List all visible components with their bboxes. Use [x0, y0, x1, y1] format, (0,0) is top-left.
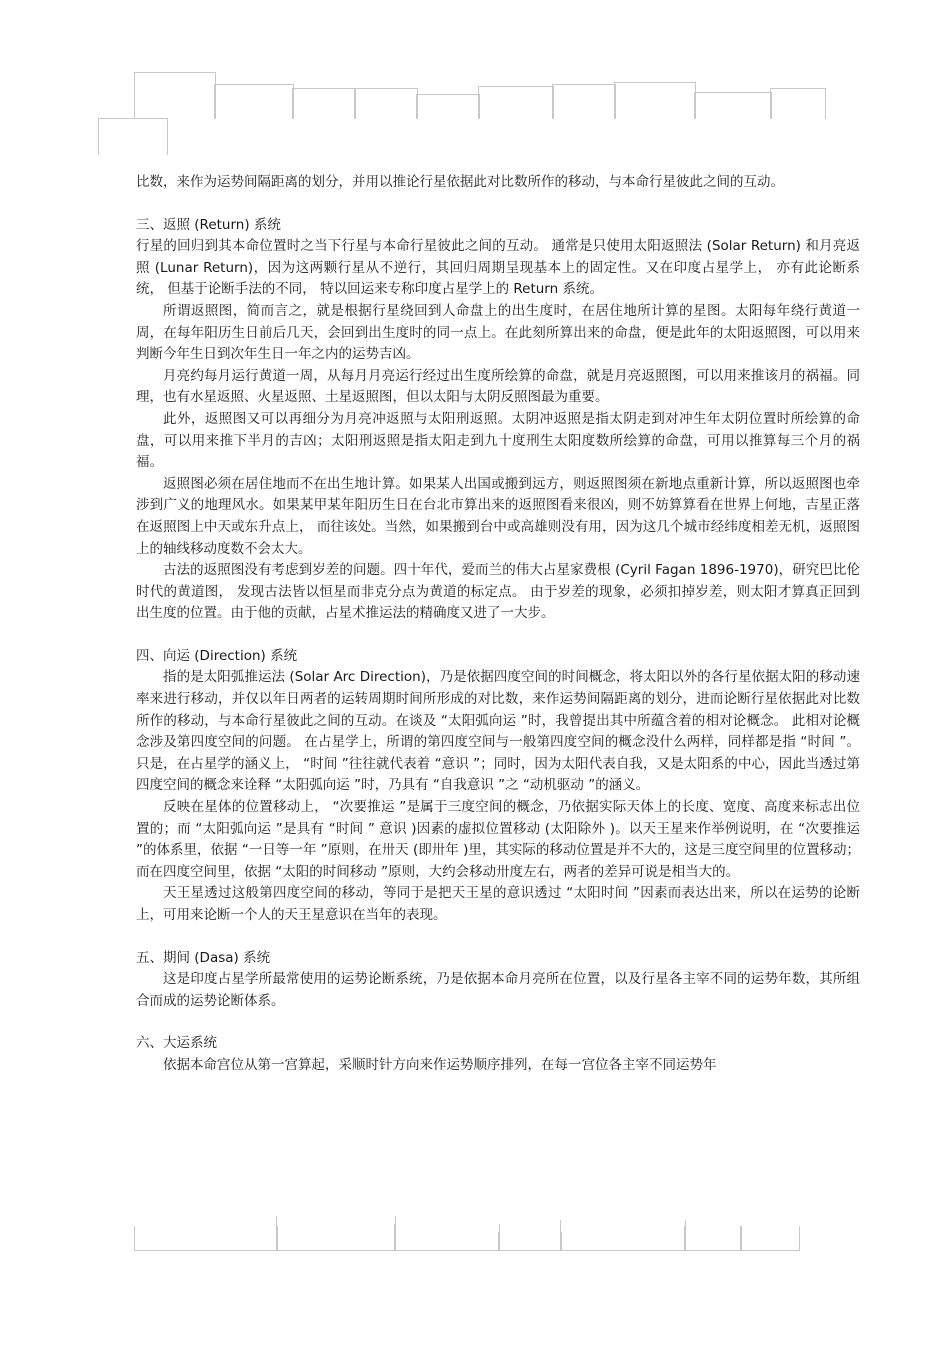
footer-decoration [134, 1226, 278, 1251]
paragraph: 天王星透过这般第四度空间的移动，等同于是把天王星的意识透过 “太阳时间 ”因素而表达出来，所以在运势的论断上，可用来论断一个人的天王星意识在当年的表现。 [136, 885, 860, 923]
header-decoration [214, 84, 294, 119]
header-decoration [134, 72, 216, 119]
paragraph: 行星的回归到其本命位置时之当下行星与本命行星彼此之间的互动。 通常是只使用太阳返照法 (Solar Return) 和月亮返照 (Lunar Return)，因为这两颗行星从不逆行，其回归周期呈现基本上的固定性。又在印度占星学上， 亦有此论断系统， 但基于论断手法的不同， 特以回运来专称印度占星学上的 Return 系统。 [136, 238, 860, 298]
footer-decoration [740, 1226, 800, 1251]
paragraph: 月亮约每月运行黄道一周，从每月月亮运行经过出生度所绘算的命盘，就是月亮返照图，可以用来推该月的祸福。同理，也有水星返照、火星返照、土星返照图，但以太阳与太阴反照图最为重要。 [136, 367, 860, 406]
paragraph: 这是印度占星学所最常使用的运势论断系统，乃是依据本命月亮所在位置，以及行星各主宰不同的运势年数，其所组合而成的运势论断体系。 [136, 971, 860, 1009]
paragraph: 返照图必须在居住地而不在出生地计算。如果某人出国或搬到远方，则返照图须在新地点重新计算，所以返照图也牵涉到广义的地理风水。如果某甲某年阳历生日在台北市算出来的返照图看来很凶，则不妨算算看在世界上何地，吉星正落在返照图上中天或东升点上， 而往该处。当然，如果搬到台中或高雄则没有用，因为这几个城市经纬度相差无机，返照图上的轴线移动度数不会太大。 [136, 475, 860, 557]
header-decoration [770, 88, 826, 119]
header-decoration [694, 92, 772, 119]
paragraph: 所谓返照图，简而言之，就是根据行星绕回到人命盘上的出生度时，在居住地所计算的星图。太阳每年绕行黄道一周，在每年阳历生日前后几天，会回到出生度时的同一点上。在此刻所算出来的命盘，便是此年的太阳返照图，可以用来判断今年生日到次年生日一年之内的运势吉凶。 [136, 302, 860, 363]
header-decoration [416, 94, 480, 119]
footer-decoration [684, 1226, 742, 1251]
paragraph: 依据本命宫位从第一宫算起，采顺时针方向来作运势顺序排列，在每一宫位各主宰不同运势年 [163, 1056, 717, 1073]
section-heading-return: 三、返照 (Return) 系统 [136, 216, 281, 233]
document-body [136, 172, 860, 1077]
section-heading-direction: 四、向运 (Direction) 系统 [136, 647, 298, 664]
header-decoration [354, 88, 418, 119]
header-decoration [478, 86, 554, 119]
header-decoration [614, 82, 696, 119]
paragraph: 古法的返照图没有考虑到岁差的问题。四十年代，爱而兰的伟大占星家费根 (Cyril Fagan 1896-1970)，研究巴比伦时代的黄道图， 发现古法皆以恒星而非克分点为黄道的标定点。 由于岁差的现象，必须扣掉岁差，则太阳才算真正回到出生度的位置。由于他的贡献，占星术推运法的精确度又进了一大步。 [136, 562, 860, 622]
continuation-paragraph: 比数，来作为运势间隔距离的划分，并用以推论行星依据此对比数所作的移动，与本命行星彼此之间的互动。 [136, 174, 784, 190]
footer-decoration [560, 1220, 686, 1251]
paragraph: 此外，返照图又可以再细分为月亮冲返照与太阳刑返照。太阴冲返照是指太阴走到对冲生年太阴位置时所绘算的命盘，可以用来推下半月的吉凶；太阳刑返照是指太阳走到九十度刑生太阳度数所绘算的命盘，可用以推算每三个月的祸福。 [136, 410, 860, 471]
footer-decoration [276, 1216, 396, 1251]
footer-decoration [498, 1232, 562, 1251]
section-heading-major-cycle: 六、大运系统 [136, 1035, 217, 1052]
header-decoration [552, 84, 616, 119]
header-decoration [292, 88, 356, 119]
paragraph: 指的是太阳弧推运法 (Solar Arc Direction)，乃是依据四度空间的时间概念，将太阳以外的各行星依据太阳的移动速率来进行移动，并仅以年日两者的运转周期时间所形成的对比数，来作运势间隔距离的划分，进而论断行星依据此对比数所作的移动，与本命行星彼此之间的互动。在谈及 “太阳弧向运 ”时，我曾提出其中所蕴含着的相对论概念。 此相对论概念涉及第四度空间的问题。 在占星学上，所谓的第四度空间与一般第四度空间的概念没什么两样，同样都是指 “时间 ”。只是，在占星学的涵义上， “时间 ”往往就代表着 “意识 ”；同时，因为太阳代表自我，又是太阳系的中心，因此当透过第四度空间的概念来诠释 “太阳弧向运 ”时，乃具有 “自我意识 ”之 “动机驱动 ”的涵义。 [136, 669, 860, 794]
footer-decoration [394, 1224, 500, 1251]
section-heading-dasa: 五、期间 (Dasa) 系统 [136, 949, 271, 966]
header-decoration [98, 118, 168, 155]
paragraph: 反映在星体的位置移动上， “次要推运 ”是属于三度空间的概念，乃依据实际天体上的长度、宽度、高度来标志出位置的；而 “太阳弧向运 ”是具有 “时间 ” 意识 )因素的虚拟位置移动 (太阳除外 )。以天王星来作举例说明，在 “次要推运 ”的体系里，依据 “一日等一年 ”原则，在卅天 (即卅年 )里，其实际的移动位置是并不大的，这是三度空间里的位置移动；而在四度空间里，依据 “太阳的时间移动 ”原则，大约会移动卅度左右，两者的差异可说是相当大的。 [136, 799, 860, 880]
